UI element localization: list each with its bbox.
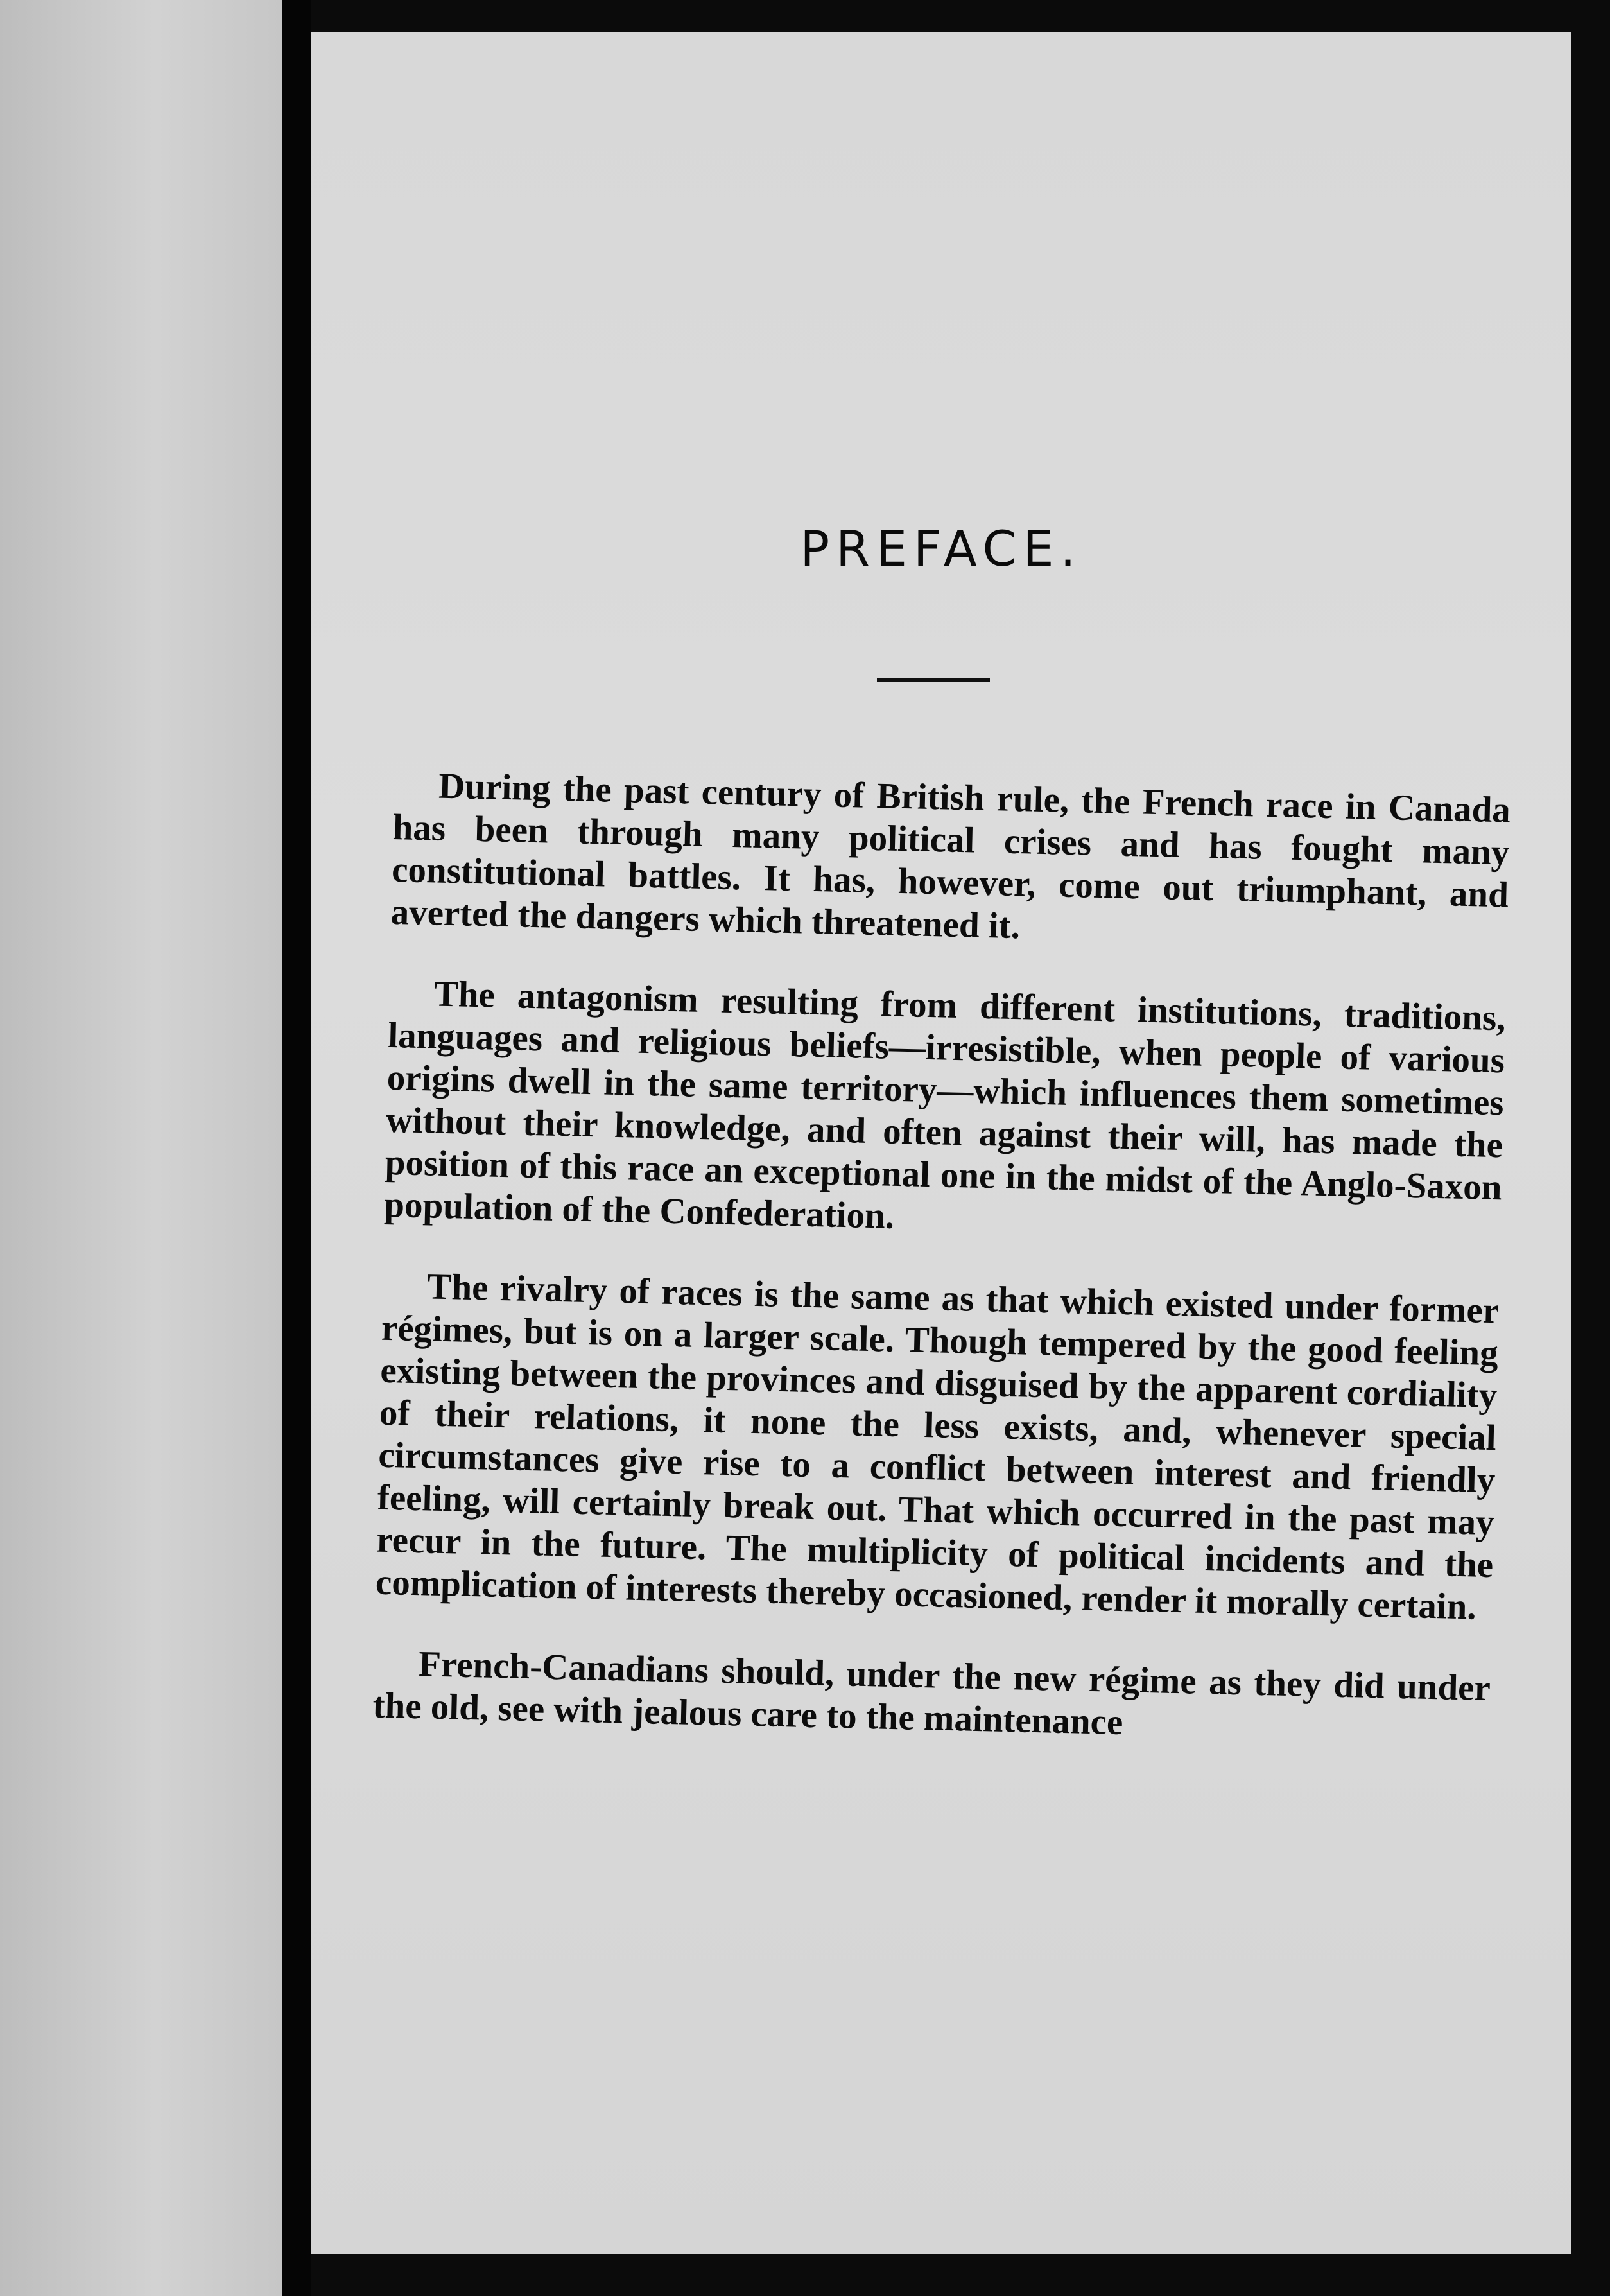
paragraph-2: The antagonism resulting from different institutions, traditions, languages and religious beliefs—irresistible, when people of various origins dwell in the same territory—which influences them sometimes without their knowledge, and often against their will, has made the position of this race an exceptional one in the midst of the Anglo-Saxon population of the Confederation. — [383, 973, 1507, 1237]
preface-page — [311, 32, 1571, 2254]
title-rule — [877, 678, 990, 682]
paragraph-3: The rivalry of races is the same as that which existed under former régimes, but is on a larger scale. Though tempered by the good feeling existing between the provinces and disguised by the apparent cordiality of their relations, it none the less exists, and, whenever special circumstances give rise to a conflict between interest and friendly feeling, will certainly break out. That which occurred in the past may recur in the future. The multiplicity of political incidents and the complication of interests thereby occasioned, render it morally certain. — [375, 1266, 1500, 1628]
facing-page — [0, 0, 282, 2296]
paragraph-4: French-Canadians should, under the new régime as they did under the old, see with jealous care to the maintenance — [372, 1644, 1491, 1743]
page-title: PREFACE. — [800, 520, 1082, 577]
book-gutter — [282, 0, 311, 2296]
preface-body — [372, 764, 1511, 1791]
paragraph-1: During the past century of British rule, the French race in Canada has been through many political crises and has fought many constitutional battles. It has, however, come out triumphant, and averted the dangers which threatened it. — [390, 765, 1511, 947]
